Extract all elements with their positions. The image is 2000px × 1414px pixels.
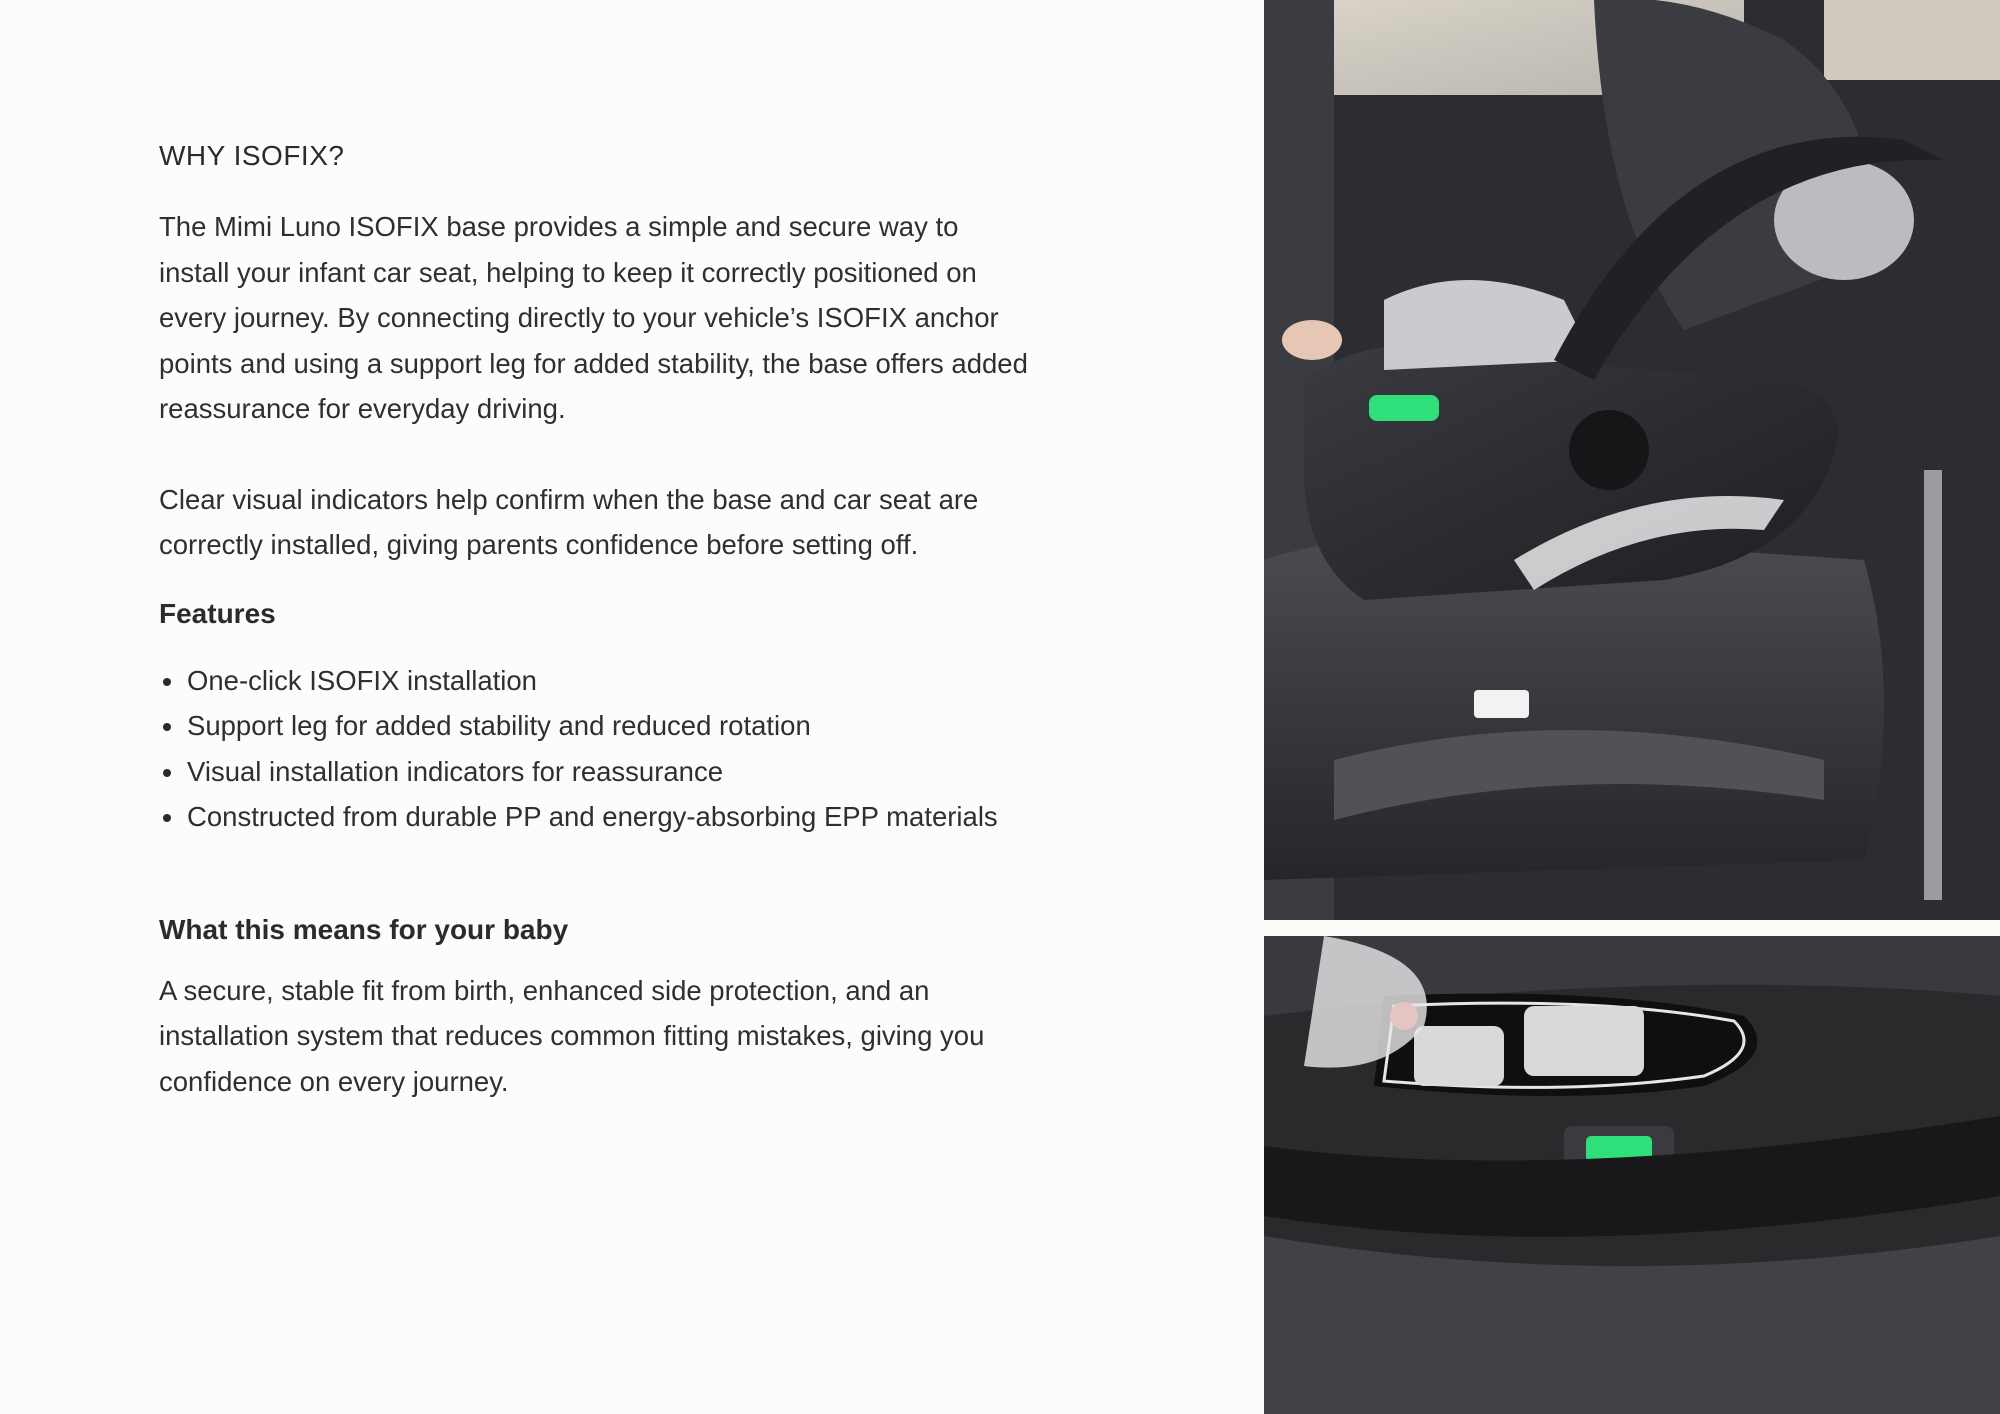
feature-item: Support leg for added stability and reduced rotation (159, 703, 1029, 749)
feature-item: Visual installation indicators for reassurance (159, 749, 1029, 795)
content-column (159, 140, 1029, 1104)
baby-heading: What this means for your baby (159, 913, 569, 945)
intro-paragraph: The Mimi Luno ISOFIX base provides a simple and secure way to install your infant car seat, helping to keep it correctly positioned on every journey. By connecting directly to your vehicle’s ISOFIX anchor points and using a support leg for added stability, the base offers added reassurance for everyday driving. (159, 211, 1028, 424)
car-seat-photo (1264, 0, 2000, 920)
section-heading: WHY ISOFIX? (159, 140, 345, 171)
feature-item: One-click ISOFIX installation (159, 658, 1029, 704)
baby-paragraph: A secure, stable fit from birth, enhanced side protection, and an installation system that reduces common fitting mistakes, giving you confidence on every journey. (159, 974, 985, 1097)
features-heading: Features (159, 597, 276, 629)
indicator-closeup-illustration (1264, 936, 2000, 1414)
features-list (159, 658, 1029, 840)
car-seat-photo-illustration (1264, 0, 2000, 920)
indicator-closeup-photo (1264, 936, 2000, 1414)
indicators-paragraph: Clear visual indicators help confirm when the base and car seat are correctly installed, giving parents confidence before setting off. (159, 483, 979, 560)
feature-item: Constructed from durable PP and energy-absorbing EPP materials (159, 794, 1029, 840)
